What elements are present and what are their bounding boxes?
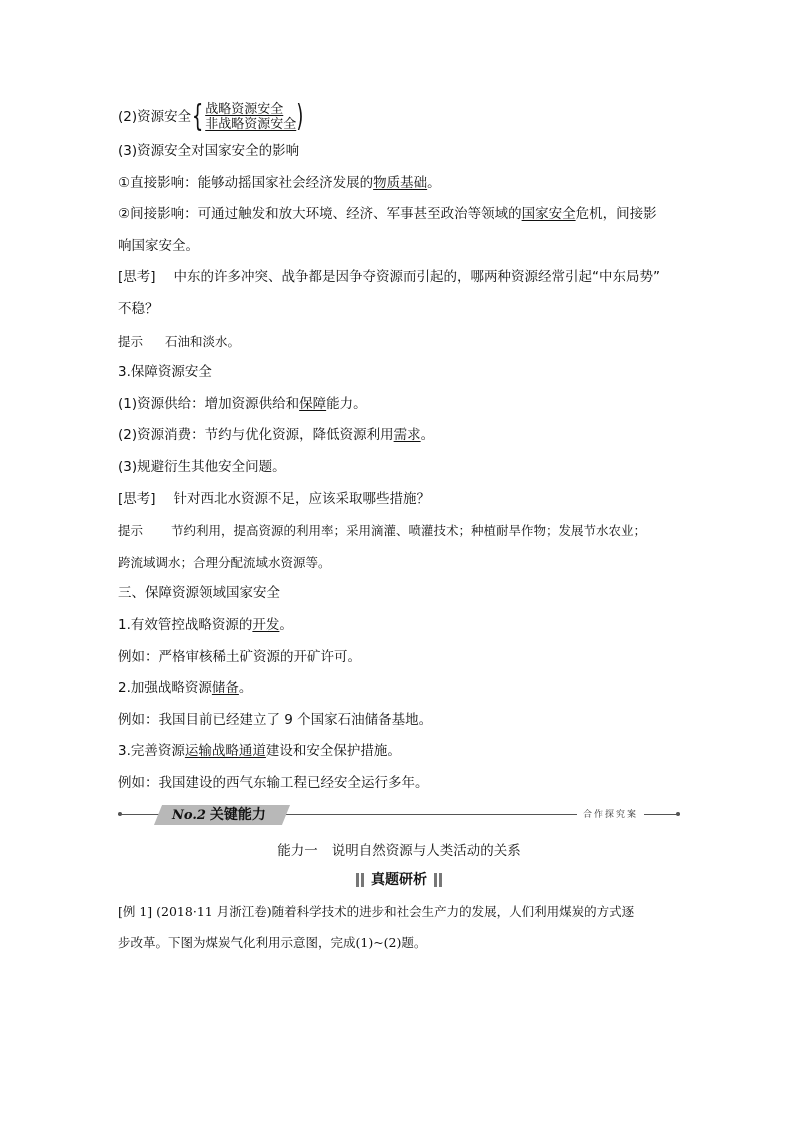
- double-bar-icon: [433, 868, 443, 892]
- double-bar-icon: [355, 868, 365, 892]
- example-line: 例如：我国建设的西气东输工程已经安全运行多年。: [118, 774, 429, 791]
- banner-title: [172, 805, 266, 825]
- brace-items: [205, 102, 296, 132]
- underlined-term: 储备: [211, 680, 239, 697]
- underlined-term: 需求: [393, 427, 421, 444]
- ability-heading: [118, 838, 680, 864]
- resource-security-classification: [118, 99, 683, 136]
- paragraph-line: (3)资源安全对国家安全的影响: [118, 143, 300, 159]
- paragraph-line: [118, 168, 683, 200]
- paragraph-line: [118, 420, 683, 452]
- banner-title-text: 关键能力: [209, 807, 266, 823]
- section-heading: 3.保障资源安全: [118, 364, 212, 381]
- text-run: 。: [427, 174, 441, 191]
- example-line: 例如：我国目前已经建立了 9 个国家石油储备基地。: [118, 711, 433, 728]
- case-title-text: 真题研析: [371, 872, 427, 888]
- paragraph-line: [118, 673, 683, 705]
- text-run: ②间接影响：可通过触发和放大环境、经济、军事甚至政治等领域的: [118, 206, 522, 223]
- underlined-term: 物质基础: [373, 174, 428, 191]
- example-question-line: 步改革。下图为煤炭气化利用示意图，完成(1)~(2)题。: [118, 935, 427, 950]
- ability-text: 说明自然资源与人类活动的关系: [331, 843, 521, 859]
- example-line: 例如：严格审核稀土矿资源的开矿许可。: [118, 648, 361, 665]
- paragraph-line: 不稳？: [118, 300, 159, 317]
- underlined-term: 国家安全: [521, 206, 576, 223]
- text-run: (2)资源消费：节约与优化资源，降低资源利用: [118, 427, 394, 444]
- text-run: 危机，间接影: [575, 206, 657, 223]
- text-run: 石油和淡水。: [165, 333, 241, 349]
- text-run: ①直接影响：能够动摇国家社会经济发展的: [118, 174, 374, 191]
- line-prefix: (2)资源安全: [118, 109, 192, 125]
- paragraph-line: [118, 736, 683, 768]
- right-paren-icon: ): [296, 99, 304, 134]
- brace-item-non-strategic: 非战略资源安全: [205, 117, 297, 132]
- section-heading: 三、保障资源领域国家安全: [118, 585, 280, 602]
- banner-number: No.2: [172, 808, 206, 823]
- text-run: 建设和安全保护措施。: [265, 743, 401, 760]
- text-run: 1.有效管控战略资源的: [118, 616, 253, 633]
- underlined-term: 开发: [252, 616, 280, 633]
- text-run: 3.完善资源: [118, 743, 185, 760]
- left-brace-icon: {: [191, 99, 204, 134]
- underlined-term: 运输战略通道: [184, 743, 266, 760]
- text-run: 。: [279, 616, 293, 633]
- brace-group: [191, 99, 306, 134]
- brace-item-strategic: 战略资源安全: [205, 102, 284, 117]
- hint-tag: 提示: [118, 523, 144, 539]
- thinking-tag: [思考]: [118, 269, 156, 286]
- paragraph-line: [118, 199, 683, 231]
- banner-right-label: 合作探究案: [577, 807, 644, 823]
- thinking-tag: [思考]: [118, 490, 156, 507]
- text-run: 针对西北水资源不足，应该采取哪些措施？: [173, 490, 431, 507]
- hint-answer-continued: 跨流域调水；合理分配流域水资源等。: [118, 554, 331, 570]
- example-question: [118, 896, 683, 958]
- text-run: 中东的许多冲突、战争都是因争夺资源而引起的，哪两种资源经常引起“中东局势”: [173, 269, 661, 286]
- underlined-term: 保障: [299, 395, 327, 412]
- document-body: [118, 99, 683, 799]
- ability-label: 能力一: [277, 843, 318, 859]
- text-run: 2.加强战略资源: [118, 680, 212, 697]
- banner-dot-icon: [676, 812, 680, 816]
- hint-tag: 提示: [118, 333, 144, 349]
- example-question-line: [例 1] (2018·11 月浙江卷)随着科学技术的进步和社会生产力的发展，人们利用煤炭的方式逐: [118, 904, 635, 919]
- hint-answer: [118, 515, 683, 547]
- text-run: 节约利用，提高资源的利用率；采用滴灌、喷灌技术；种植耐旱作物；发展节水农业；: [171, 523, 647, 539]
- paragraph-line: [118, 389, 683, 421]
- thinking-question: [118, 262, 683, 294]
- hint-answer: [118, 326, 683, 358]
- text-run: 。: [238, 680, 253, 697]
- banner-dot-icon: [118, 812, 122, 816]
- paragraph-line: [118, 610, 683, 642]
- thinking-question: [118, 484, 683, 516]
- section-banner: [118, 805, 680, 825]
- text-run: 能力。: [326, 395, 367, 412]
- text-run: (1)资源供给：增加资源供给和: [118, 395, 300, 412]
- text-run: 。: [420, 427, 435, 444]
- paragraph-line: (3)规避衍生其他安全问题。: [118, 458, 286, 475]
- paragraph-line: 响国家安全。: [118, 237, 199, 254]
- case-study-title: [118, 868, 680, 892]
